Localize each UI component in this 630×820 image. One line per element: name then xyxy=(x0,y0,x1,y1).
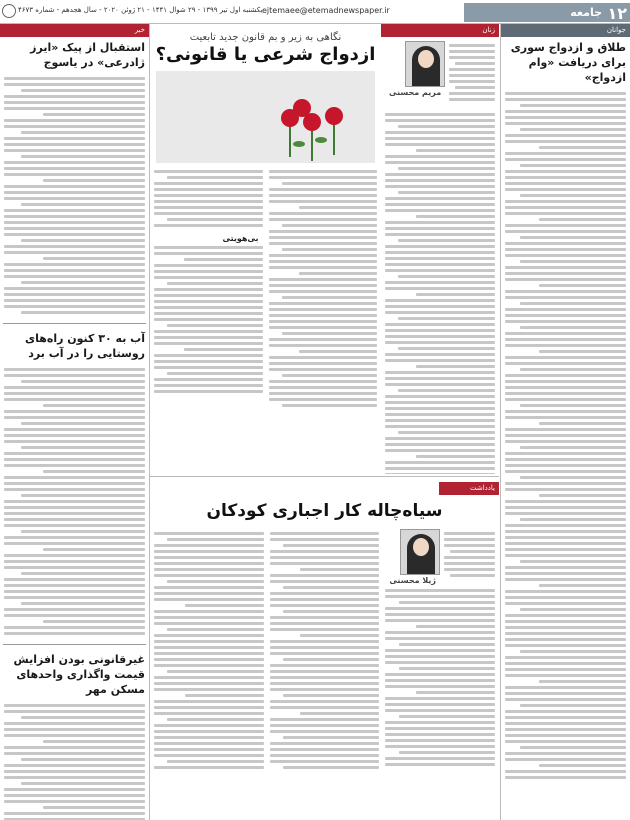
column-tag: زنان xyxy=(381,24,499,37)
page-header xyxy=(0,0,630,24)
author-portrait xyxy=(405,41,445,87)
news-headline: استقبال از پیک «ایرز ژادرعی» در یاسوج xyxy=(30,41,145,69)
article-subhead: بی‌هویتی xyxy=(222,234,259,243)
article-body xyxy=(150,523,499,772)
section-email: ejtemaee@etemadnewspaper.ir xyxy=(262,6,390,15)
author-portrait xyxy=(400,529,440,575)
women-column xyxy=(381,24,499,474)
article-headline: ازدواج شرعی یا قانونی؟ xyxy=(155,44,376,65)
news-headline: آب به ۳۰ کنون راه‌های روستایی را در آب برد xyxy=(24,332,145,360)
author-name: ژیلا محسنی xyxy=(389,576,437,585)
roses-photo xyxy=(156,71,375,163)
news-headline: غیرقانونی بودن افزایش قیمت واگذاری واحدهای مسکن مهر xyxy=(13,653,145,696)
center-article xyxy=(150,24,381,474)
section-name: جامعه xyxy=(570,6,602,19)
article-body xyxy=(381,108,499,474)
right-column xyxy=(500,24,630,820)
article-headline: طلاق و ازدواج سوری برای دریافت «وام ازدواج» xyxy=(510,41,626,84)
issue-date-line: یکشنبه اول تیر ۱۳۹۹ - ۲۹ شوال ۱۴۴۱ - ۲۱ ژوئن ۲۰۲۰ - سال هجدهم - شماره ۴۶۷۳ xyxy=(18,6,263,14)
article-kicker: نگاهی به زیر و بم قانون جدید تابعیت xyxy=(189,32,342,43)
newspaper-logo-icon xyxy=(2,4,16,18)
article-headline: سیاه‌چاله کار اجباری کودکان xyxy=(206,501,443,521)
author-name: مریم محسنی xyxy=(389,88,442,97)
column-tag: یادداشت xyxy=(439,482,499,495)
page-number: ۱۲ xyxy=(607,4,627,23)
bottom-article xyxy=(150,476,499,820)
article-body xyxy=(150,167,381,410)
article-body xyxy=(501,87,630,784)
column-tag: خبر xyxy=(0,24,149,37)
section-label xyxy=(464,3,630,22)
news-column xyxy=(0,24,150,820)
column-tag: جوانان xyxy=(501,24,630,37)
